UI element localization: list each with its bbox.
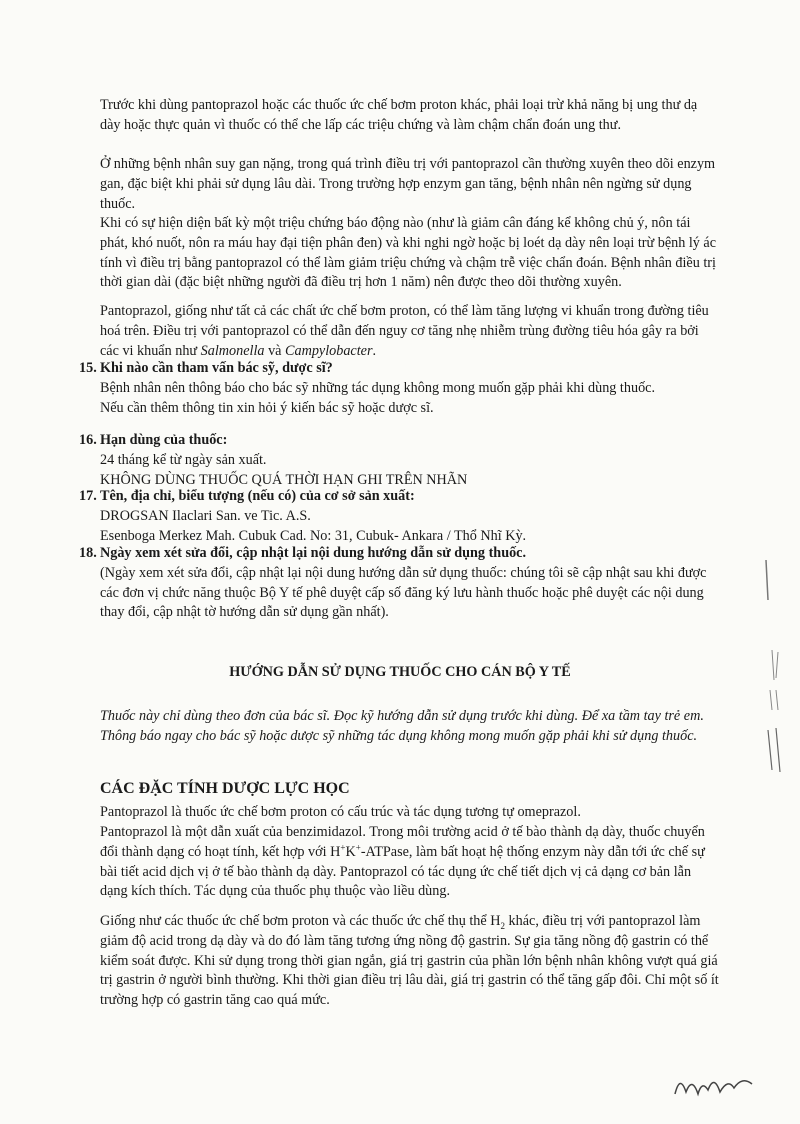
section-15: 15. Khi nào cần tham vấn bác sỹ, dược sĩ? Bệnh nhân nên thông báo cho bác sỹ những tác dụng không mong muốn gặp phải khi dùng thuốc. Nếu cần thêm thông tin xin hỏi ý kiến bác sỹ hoặc dược sĩ.: [79, 359, 719, 418]
pharmacodynamics-heading: CÁC ĐẶC TÍNH DƯỢC LỰC HỌC: [100, 780, 350, 797]
signature-icon: [670, 1064, 760, 1104]
stamp-mark-icon: [754, 540, 794, 780]
section-16-line: 24 tháng kể từ ngày sản xuất.: [100, 451, 267, 468]
section-15-line: Bệnh nhân nên thông báo cho bác sỹ những tác dụng không mong muốn gặp phải khi dùng thuốc.: [100, 379, 656, 396]
paragraph-liver: Ở những bệnh nhân suy gan nặng, trong quá trình điều trị với pantoprazol cần thường xuyên theo dõi enzym gan, đặc biệt khi phải sử dụng lâu dài. Trong trường hợp enzym gan tăng, bệnh nhân nên ngừng sử dụng thuốc.: [100, 156, 716, 212]
section-15-line: Nếu cần thêm thông tin xin hỏi ý kiến bác sỹ hoặc dược sĩ.: [100, 399, 434, 416]
paragraph-alarm-symptoms: Khi có sự hiện diện bất kỳ một triệu chứng báo động nào (như là giảm cân đáng kể không chủ ý, nôn tái phát, khó nuốt, nôn ra máu hay đại tiện phân đen) và khi nghi ngờ hoặc bị loét dạ dày nên loại trừ bệnh lý ác tính vì điều trị bằng pantoprazol có thể làm giảm triệu chứng và chậm trễ việc chẩn đoán. Bệnh nhân điều trị thời gian dài (đặc biệt những người đã điều trị hơn 1 năm) nên được theo dõi thường xuyên.: [100, 215, 717, 291]
section-17-heading: Tên, địa chỉ, biểu tượng (nếu có) của cơ sở sản xuất:: [100, 488, 415, 504]
section-16-heading: Hạn dùng của thuốc:: [100, 432, 228, 448]
section-17-line: DROGSAN Ilaclari San. ve Tic. A.S.: [100, 507, 311, 524]
campylobacter-term: Campylobacter: [285, 342, 373, 359]
paragraph-bacteria: Pantoprazol, giống như tất cả các chất ức chế bơm proton, có thể làm tăng lượng vi khuẩn trong đường tiêu hoá trên. Điều trị với pantoprazol có thể dẫn đến nguy cơ tăng nhẹ nhiễm trùng đường tiêu hóa gây ra bởi các vi khuẩn như Salmonella và Campylobacter.: [100, 303, 709, 359]
section-18-heading: Ngày xem xét sửa đổi, cập nhật lại nội dung hướng dẫn sử dụng thuốc.: [100, 545, 527, 561]
section-16-line: KHÔNG DÙNG THUỐC QUÁ THỜI HẠN GHI TRÊN NHÃN: [100, 471, 468, 488]
section-title: HƯỚNG DẪN SỬ DỤNG THUỐC CHO CÁN BỘ Y TẾ: [229, 664, 571, 680]
salmonella-term: Salmonella: [200, 342, 265, 359]
section-17-line: Esenboga Merkez Mah. Cubuk Cad. No: 31, Cubuk- Ankara / Thổ Nhĩ Kỳ.: [100, 527, 527, 544]
section-18-line: (Ngày xem xét sửa đổi, cập nhật lại nội dung hướng dẫn sử dụng thuốc: chúng tôi sẽ cập nhật sau khi được các đơn vị chức năng thuộc Bộ Y tế phê duyệt cấp số đăng ký lưu hành thuốc hoặc phê duyệt các nội dung thay đổi, cập nhật tờ hướng dẫn sử dụng gần nhất).: [100, 564, 707, 621]
section-17: 17. Tên, địa chỉ, biểu tượng (nếu có) của cơ sở sản xuất: DROGSAN Ilaclari San. ve Tic. A.S. Esenboga Merkez Mah. Cubuk Cad. No: 31, Cubuk- Ankara / Thổ Nhĩ Kỳ.: [79, 487, 719, 546]
margin-stamp-marks: [754, 540, 794, 780]
section-18: 18. Ngày xem xét sửa đổi, cập nhật lại nội dung hướng dẫn sử dụng thuốc. (Ngày xem xét sửa đổi, cập nhật lại nội dung hướng dẫn sử dụng thuốc: chúng tôi sẽ cập nhật sau khi được các đơn vị chức năng thuộc Bộ Y tế phê duyệt cấp số đăng ký lưu hành thuốc hoặc phê duyệt các nội dung thay đổi, cập nhật tờ hướng dẫn sử dụng gần nhất).: [79, 544, 719, 623]
bacteria-text: Pantoprazol, giống như tất cả các chất ức chế bơm proton, có thể làm tăng lượng vi khuẩn trong đường tiêu hoá trên. Điều trị với pantoprazol có thể dẫn đến nguy cơ tăng nhẹ nhiễm trùng đường tiêu hóa gây ra bởi các vi khuẩn như: [100, 303, 709, 359]
paragraph-pd2: Pantoprazol là một dẫn xuất của benzimidazol. Trong môi trường acid ở tế bào thành dạ dày, thuốc chuyển đổi thành dạng có hoạt tính, kết hợp với H+K+-ATPase, làm bất hoạt hệ thống enzym này dẫn tới ức chế sự bài tiết acid dịch vị ở tế bào thành dạ dày. Pantoprazol có tác dụng ức chế tiết dịch vị cả dạng cơ bản lẫn dạng kích thích. Tác dụng của thuốc phụ thuộc vào liều dùng.: [100, 824, 705, 900]
paragraph-pd1: Pantoprazol là thuốc ức chế bơm proton có cấu trúc và tác dụng tương tự omeprazol.: [100, 804, 581, 820]
warning-text: Thuốc này chỉ dùng theo đơn của bác sĩ. Đọc kỹ hướng dẫn sử dụng trước khi dùng. Để xa tầm tay trẻ em. Thông báo ngay cho bác sỹ hoặc dược sỹ những tác dụng không mong muốn gặp phải khi sử dụng thuốc.: [100, 708, 704, 744]
section-16: 16. Hạn dùng của thuốc: 24 tháng kể từ ngày sản xuất. KHÔNG DÙNG THUỐC QUÁ THỜI HẠN GHI TRÊN NHÃN: [79, 431, 719, 490]
section-15-heading: Khi nào cần tham vấn bác sỹ, dược sĩ?: [100, 360, 333, 376]
paragraph-pd3: Giống như các thuốc ức chế bơm proton và các thuốc ức chế thụ thể $H_2$ khác, điều trị với pantoprazol làm giảm độ acid trong dạ dày và do đó làm tăng tương ứng nồng độ gastrin. Sự gia tăng nồng độ gastrin có thể kiểm soát được. Khi sử dụng trong thời gian ngắn, giá trị gastrin của phần lớn bệnh nhân không vượt quá giá trị gastrin ở người bình thường. Khi thời gian điều trị lâu dài, giá trị gastrin có thể tăng gấp đôi. Chỉ một số ít trường hợp có gastrin tăng cao quá mức.: [100, 913, 719, 1009]
paragraph-cancer-exclusion: Trước khi dùng pantoprazol hoặc các thuốc ức chế bơm proton khác, phải loại trừ khả năng bị ung thư dạ dày hoặc thực quản vì thuốc có thể che lấp các triệu chứng và làm chậm chẩn đoán ung thư.: [100, 97, 698, 133]
